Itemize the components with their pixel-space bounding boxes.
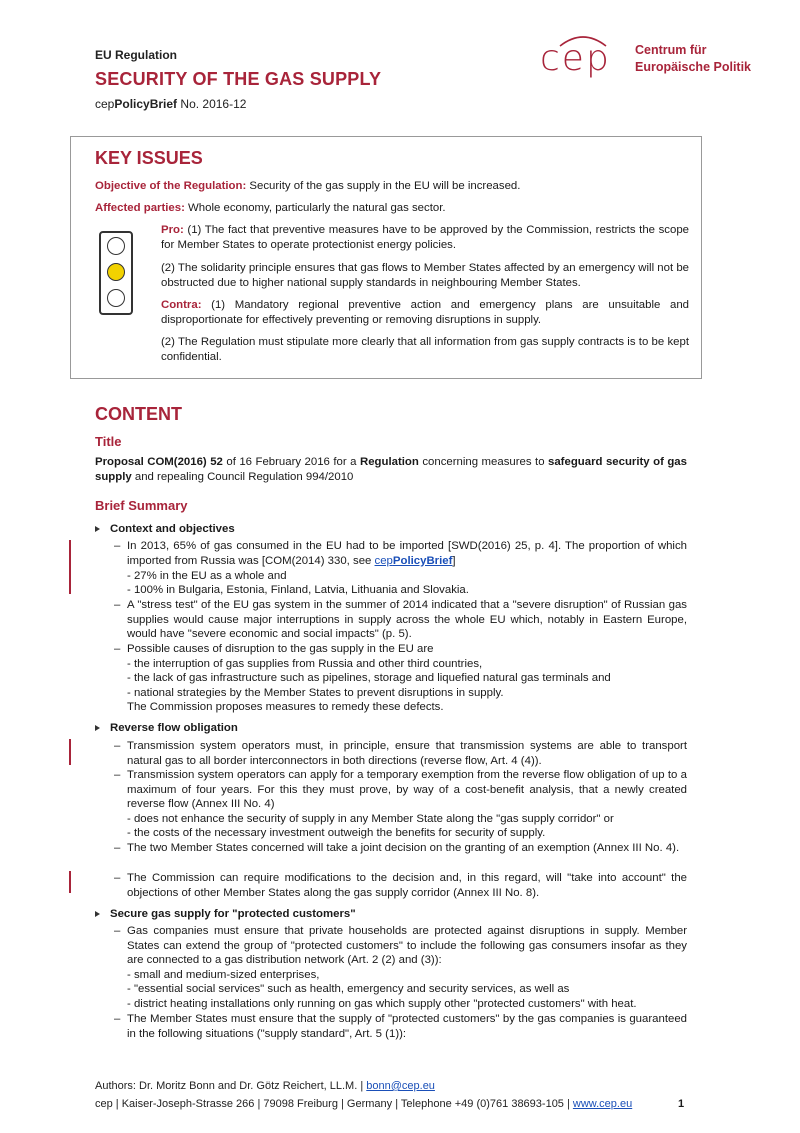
logo-mark: cep bbox=[540, 38, 611, 79]
list-subitem: - 27% in the EU as a whole and bbox=[127, 570, 287, 582]
cep-logo bbox=[540, 34, 770, 84]
section-heading-reverse-flow: Reverse flow obligation bbox=[95, 722, 238, 734]
list-subitem: - small and medium-sized enterprises, bbox=[127, 969, 320, 981]
list-subitem: - national strategies by the Member States to prevent disruptions in supply. bbox=[127, 687, 504, 699]
triangle-bullet-icon bbox=[95, 725, 100, 731]
website-link[interactable]: www.cep.eu bbox=[572, 1098, 633, 1110]
list-subitem: - the interruption of gas supplies from Russia and other third countries, bbox=[127, 658, 483, 670]
change-marker bbox=[69, 739, 71, 765]
pro-2: (2) The solidarity principle ensures that gas flows to Member States affected by an emergency will not be obstructed due to higher national supply standards in neighbouring Member States. bbox=[161, 262, 689, 289]
key-issues-title: KEY ISSUES bbox=[95, 148, 203, 168]
list-item: – The two Member States concerned will take a joint decision on the granting of an exemption (Annex III No. 4). bbox=[114, 842, 680, 854]
key-issues-box bbox=[70, 136, 702, 379]
red-light-icon bbox=[107, 237, 125, 255]
change-marker bbox=[69, 540, 71, 594]
list-subitem: - the lack of gas infrastructure such as pipelines, storage and liquefied natural gas terminals and bbox=[127, 672, 611, 684]
list-subitem: - district heating installations only running on gas which supply other "protected customers" with heat. bbox=[127, 998, 637, 1010]
yellow-light-icon bbox=[107, 263, 125, 281]
list-subitem: - "essential social services" such as health, emergency and security services, as well as bbox=[127, 983, 570, 995]
triangle-bullet-icon bbox=[95, 911, 100, 917]
proposal-text: Proposal COM(2016) 52 of 16 February 2016 for a Regulation concerning measures to safeguard security of gas supply and repealing Council Regulation 994/2010 bbox=[95, 456, 687, 483]
brief-summary-heading: Brief Summary bbox=[95, 498, 188, 513]
objective: Objective of the Regulation: Security of the gas supply in the EU will be increased. bbox=[95, 180, 521, 192]
list-subitem: - 100% in Bulgaria, Estonia, Finland, Latvia, Lithuania and Slovakia. bbox=[127, 584, 469, 596]
list-item: – A "stress test" of the EU gas system in the summer of 2014 indicated that a "severe disruption" of Russian gas supplies would cause major interruptions in supply across the whole EU which, notably in Eastern Europe, would have "severe economic and social impacts" (p. 5). bbox=[114, 599, 687, 641]
list-item: – Gas companies must ensure that private households are protected against disruptions in supply. Member States can extend the group of "protected customers" to include the following gas consumers insofar as they are connected to a gas distribution network (Art. 2 (2) and (3)): bbox=[114, 925, 687, 967]
traffic-light-icon bbox=[99, 231, 133, 315]
section-heading-context: Context and objectives bbox=[95, 523, 235, 535]
footer-authors: Authors: Dr. Moritz Bonn and Dr. Götz Reichert, LL.M. | bonn@cep.eu bbox=[95, 1080, 435, 1092]
footer-address: cep | Kaiser-Joseph-Strasse 266 | 79098 Freiburg | Germany | Telephone +49 (0)761 38693-105 | www.cep.eu bbox=[95, 1098, 633, 1110]
list-subitem: - the costs of the necessary investment outweigh the benefits for security of supply. bbox=[127, 827, 546, 839]
content-title: CONTENT bbox=[95, 404, 182, 424]
affected-parties: Affected parties: Whole economy, particularly the natural gas sector. bbox=[95, 202, 446, 214]
page-number: 1 bbox=[678, 1098, 685, 1110]
policy-brief-link[interactable]: cepPolicyBrief bbox=[374, 554, 453, 567]
contra-2: (2) The Regulation must stipulate more clearly that all information from gas supply contracts is to be kept confidential. bbox=[161, 336, 689, 363]
list-subitem: The Commission proposes measures to remedy these defects. bbox=[127, 701, 444, 713]
document-type: EU Regulation bbox=[95, 48, 178, 62]
policy-brief-number: cepPolicyBrief No. 2016-12 bbox=[95, 97, 247, 111]
list-item: – Transmission system operators must, in principle, ensure that transmission systems are able to transport natural gas to all border interconnectors in both directions (reverse flow, Art. 4 (4)). bbox=[114, 740, 687, 767]
list-subitem: - does not enhance the security of supply in any Member State along the "gas supply corridor" or bbox=[127, 813, 614, 825]
triangle-bullet-icon bbox=[95, 526, 100, 532]
green-light-icon bbox=[107, 289, 125, 307]
contra-1: Contra: (1) Mandatory regional preventive action and emergency plans are unsuitable and disproportionate for effectively preventing or removing disruptions in supply. bbox=[161, 299, 689, 326]
list-item: – Transmission system operators can apply for a temporary exemption from the reverse flow obligation of up to a maximum of four years. For this they must prove, by way of a cost-benefit analysis, that a newly created reverse flow (Annex III No. 4) bbox=[114, 769, 687, 811]
title-heading: Title bbox=[95, 434, 122, 449]
list-item: – Possible causes of disruption to the gas supply in the EU are bbox=[114, 643, 434, 655]
list-item: – In 2013, 65% of gas consumed in the EU had to be imported [SWD(2016) 25, p. 4]. The proportion of which imported from Russia was [COM(2014) 330, see cepPolicyBrief] bbox=[114, 540, 687, 567]
section-heading-protected-customers: Secure gas supply for "protected customers" bbox=[95, 908, 356, 920]
list-item: – The Commission can require modifications to the decision and, in this regard, will "take into account" the objections of other Member States along the gas supply corridor (Annex III No. 8). bbox=[114, 872, 687, 899]
change-marker bbox=[69, 871, 71, 893]
document-title: SECURITY OF THE GAS SUPPLY bbox=[95, 69, 382, 89]
logo-name: Centrum für Europäische Politik bbox=[635, 43, 752, 74]
author-email-link[interactable]: bonn@cep.eu bbox=[366, 1080, 435, 1092]
list-item: – The Member States must ensure that the supply of "protected customers" by the gas companies is guaranteed in the following situations ("supply standard", Art. 5 (1)): bbox=[114, 1013, 687, 1040]
pro-1: Pro: (1) The fact that preventive measures have to be approved by the Commission, restricts the scope for Member States to operate protectionist energy policies. bbox=[161, 224, 689, 251]
